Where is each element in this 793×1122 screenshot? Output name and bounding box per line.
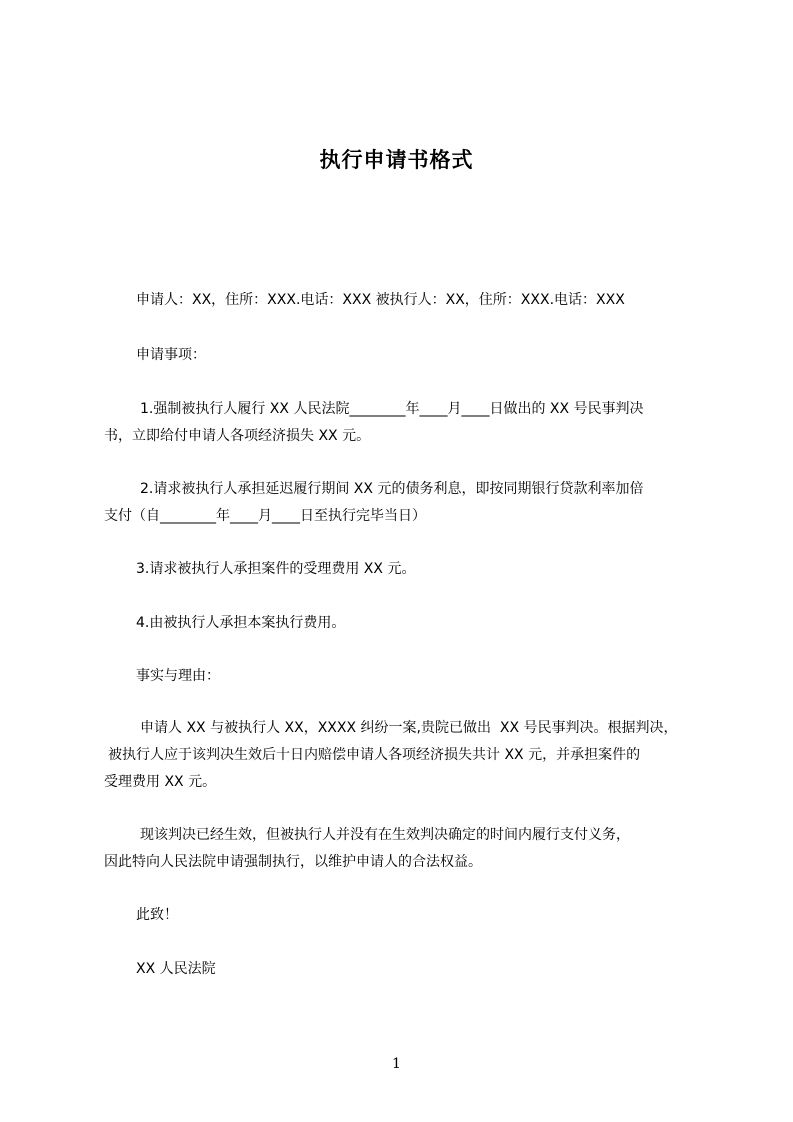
closing-salutation: 此致！ [136,907,178,923]
facts-paragraph-1-line-3: 受理费用 XX 元。 [104,774,217,790]
facts-paragraph-1-line-2: 被执行人应于该判决生效后十日内赔偿申请人各项经济损失共计 XX 元，并承担案件的 [108,747,641,763]
request-1-line-1: 1.强制被执行人履行 XX 人民法院________年____月____日做出的 XX 号民事判决 [140,401,644,417]
requests-heading: 申请事项： [136,347,206,363]
page-number: 1 [392,1056,401,1072]
request-2-line-2: 支付（自________年____月____日至执行完毕当日） [104,508,426,524]
request-1-line-2: 书，立即给付申请人各项经济损失 XX 元。 [104,428,371,444]
parties-line: 申请人：XX，住所：XXX.电话：XXX 被执行人：XX，住所：XXX.电话：XXX [136,292,625,308]
facts-paragraph-1-line-1: 申请人 XX 与被执行人 XX，XXXX 纠纷一案,贵院已做出 XX 号民事判决。根据判决， [140,720,678,736]
court-name: XX 人民法院 [136,961,216,977]
request-3: 3.请求被执行人承担案件的受理费用 XX 元。 [136,561,416,577]
request-4: 4.由被执行人承担本案执行费用。 [136,615,346,631]
document-title: 执行申请书格式 [319,148,474,172]
facts-paragraph-2-line-1: 现该判决已经生效，但被执行人并没有在生效判决确定的时间内履行支付义务， [140,827,630,843]
facts-heading: 事实与理由： [136,668,220,684]
facts-paragraph-2-line-2: 因此特向人民法院申请强制执行，以维护申请人的合法权益。 [104,854,482,870]
request-2-line-1: 2.请求被执行人承担延迟履行期间 XX 元的债务利息，即按同期银行贷款利率加倍 [140,481,644,497]
